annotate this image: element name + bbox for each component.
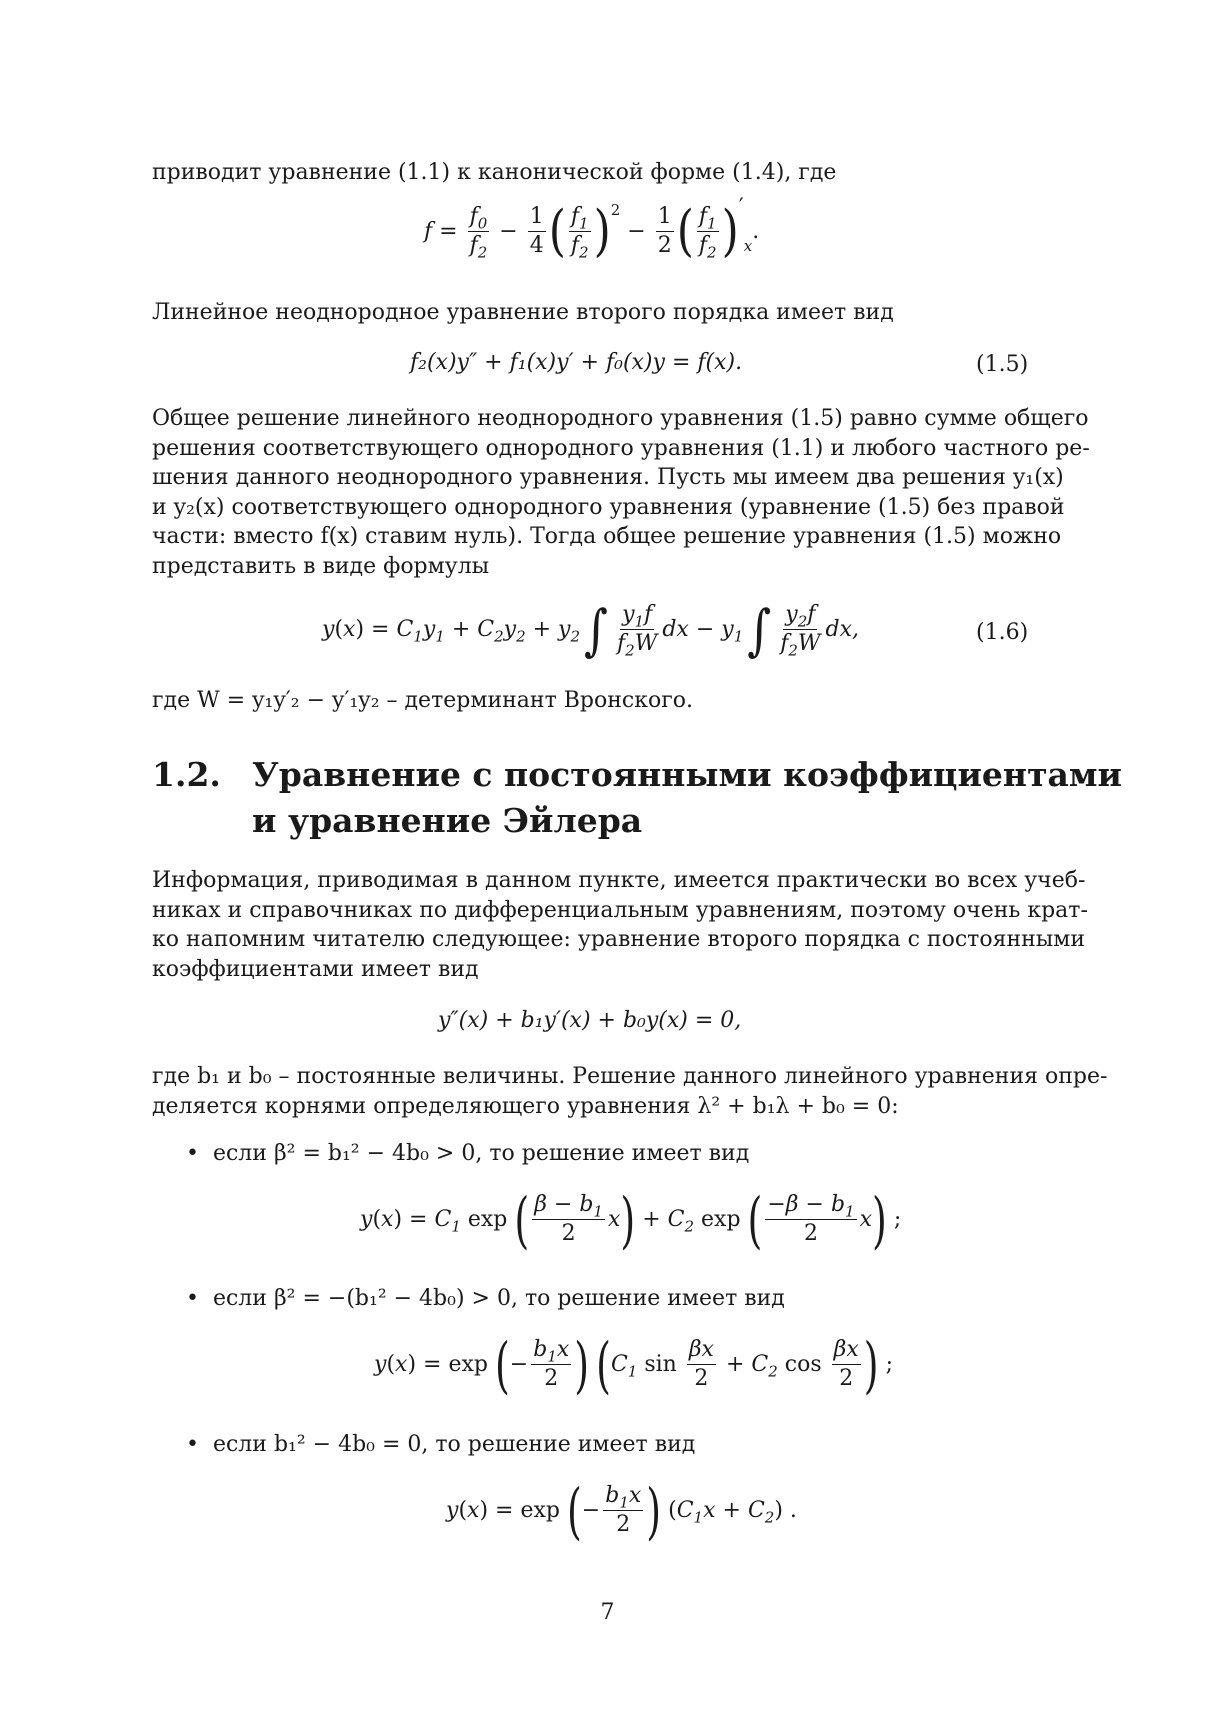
bullet-text: если b₁² − 4b₀ = 0, то решение имеет вид — [212, 1432, 696, 1457]
equation-constant-coeff-text: y″(x) + b₁y′(x) + b₀y(x) = 0, — [438, 1008, 742, 1033]
para-roots — [152, 1062, 1108, 1121]
canonical-f-equation: f = $\frac{f_0}{f_2}$ − $\frac{1}{4}$ ( $\frac{f_1}{f_2}$ ) $^2$ − $\frac{1}{2}$ ( $\frac{f_1}{f_2}$ ) ′ $_x$ . — [424, 195, 760, 263]
equation-number-1-6: (1.6) — [976, 620, 1029, 645]
equation-constant-coeff — [438, 1008, 741, 1033]
bullet-text: если β² = b₁² − 4b₀ > 0, то решение имеет вид — [212, 1141, 750, 1166]
section-title-line1: Уравнение с постоянными коэффициентами — [252, 755, 1123, 794]
equation-1-5 — [410, 350, 742, 375]
equation-1-6: y ( x ) = $C_1y_1$ + $C_2y_2$ + $y_2$ ∫ $\frac{y_1f}{f_2W}$ dx − $y_1$ ∫ $\frac{y_2f}{f_2W}$ dx, — [322, 597, 860, 663]
equation-case-3: y ( x ) = exp ( − $\frac{b_1x}{2}$ ) ( $C_1x$ + $C_2$ ) . — [446, 1475, 797, 1546]
equation-case-2: y ( x ) = exp ( − $\frac{b_1x}{2}$ ) ( $C_1$ sin $\frac{\beta x}{2}$ + $C_2$ cos $\frac{\beta x}{2}$ ) ; — [374, 1329, 893, 1400]
para-general-solution — [152, 404, 1090, 582]
intro-text: приводит уравнение (1.1) к канонической форме (1.4), где — [152, 160, 837, 185]
text-line: шения данного неоднородного уравнения. Пусть мы имеем два решения y₁(x) — [152, 465, 1064, 491]
para-info — [152, 866, 1088, 984]
page-number: 7 — [600, 1600, 615, 1625]
text-line: где b₁ и b₀ – постоянные величины. Решение данного линейного уравнения опре- — [152, 1064, 1108, 1089]
text-line: коэффициентами имеет вид — [152, 956, 479, 982]
equation-1-5-text: f₂(x)y″ + f₁(x)y′ + f₀(x)y = f(x). — [410, 350, 743, 375]
text-line: ко напомним читателю следующее: уравнение второго порядка с постоянными — [152, 927, 1086, 953]
bullet-icon: • — [186, 1141, 213, 1166]
bullet-icon: • — [186, 1432, 213, 1457]
text-line: и y₂(x) соответствующего однородного уравнения (уравнение (1.5) без правой — [152, 494, 1065, 520]
section-number: 1.2. — [152, 755, 221, 794]
text-line: деляется корнями определяющего уравнения λ² + b₁λ + b₀ = 0: — [152, 1093, 899, 1119]
text-line: Общее решение линейного неоднородного уравнения (1.5) равно сумме общего — [152, 406, 1089, 431]
text-line: никах и справочниках по дифференциальным уравнениям, поэтому очень крат- — [152, 897, 1088, 923]
text-line: представить в виде формулы — [152, 553, 490, 579]
equation-number-1-5: (1.5) — [976, 352, 1029, 377]
text-line: части: вместо f(x) ставим нуль). Тогда общее решение уравнения (1.5) можно — [152, 524, 1062, 550]
bullet-item-3 — [186, 1432, 695, 1457]
text-line: решения соответствующего однородного уравнения (1.1) и любого частного ре- — [152, 435, 1090, 461]
text-line: Информация, приводимая в данном пункте, имеется практически во всех учеб- — [152, 868, 1086, 893]
bullet-icon: • — [186, 1286, 213, 1311]
wronskian-text: где W = y₁y′₂ − y′₁y₂ – детерминант Вронского. — [152, 688, 693, 713]
bullet-item-2 — [186, 1286, 785, 1311]
section-title-line2: и уравнение Эйлера — [252, 801, 643, 840]
equation-case-1: y ( x ) = $C_1$ exp ( $\frac{\beta - b_1}{2}$ x ) + $C_2$ exp ( $\frac{-\beta - b_1}{2}$ x ) ; — [360, 1184, 902, 1255]
para-linear: Линейное неоднородное уравнение второго порядка имеет вид — [152, 300, 894, 325]
section-heading — [152, 754, 1122, 796]
bullet-text: если β² = −(b₁² − 4b₀) > 0, то решение имеет вид — [212, 1286, 785, 1311]
bullet-item-1 — [186, 1141, 749, 1166]
